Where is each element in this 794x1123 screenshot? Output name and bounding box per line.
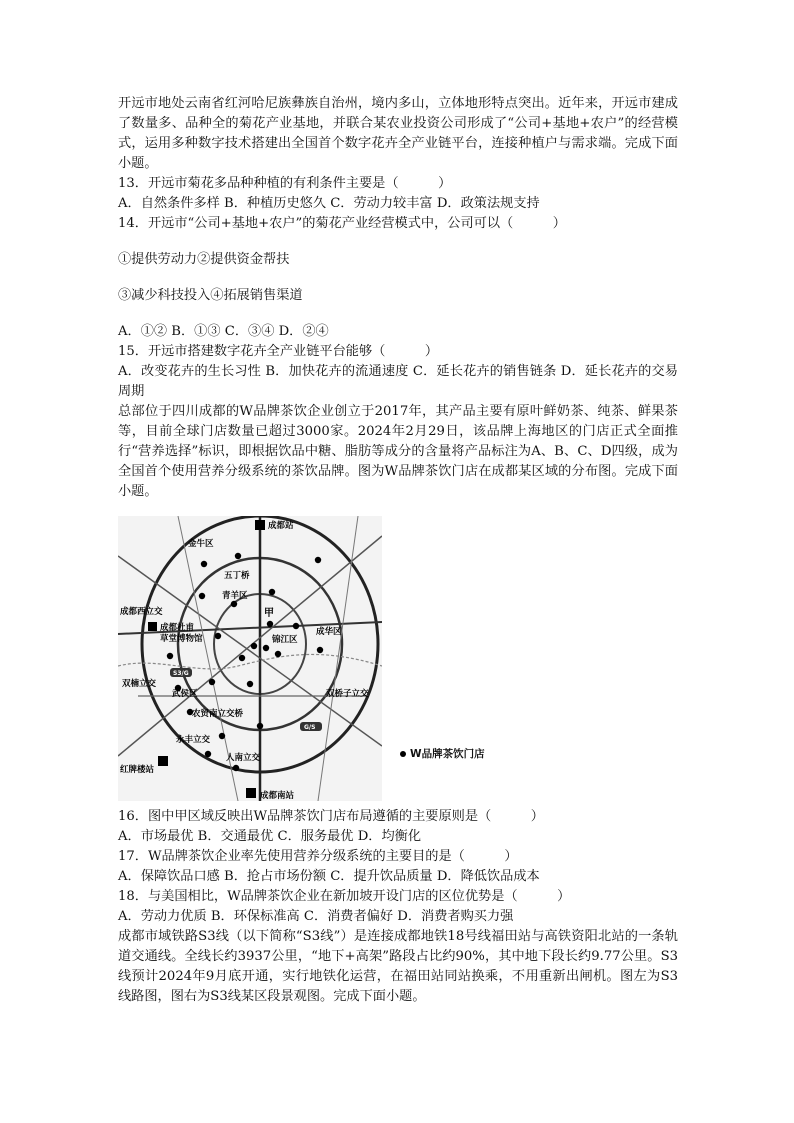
store-dot [315,557,321,563]
store-dot [231,601,237,607]
store-dot [267,621,273,627]
question-18-options: A．劳动力优质 B．环保标准高 C．消费者偏好 D．消费者购买力强 [118,909,514,924]
question-18-stem: 18．与美国相比，W品牌茶饮企业在新加坡开设门店的区位优势是（ ） [118,889,571,904]
store-dot [205,751,211,757]
highway-shield-label: S3/G [173,670,189,677]
map-label: 成都南站 [260,791,295,801]
store-dot [251,643,257,649]
question-17-stem: 17．W品牌茶饮企业率先使用营养分级系统的主要目的是（ ） [118,849,518,864]
store-dot [215,633,221,639]
map-label: 红牌楼站 [120,765,155,775]
question-14-stem: 14．开远市“公司+基地+农户”的菊花产业经营模式中，公司可以（ ） [118,216,566,231]
store-dot [233,765,239,771]
store-dot [257,723,263,729]
map-label: 草堂博物馆 [160,634,203,644]
question-14-item-2: ③减少科技投入④拓展销售渠道 [118,288,303,303]
highway-shield-label: G/S [304,724,316,731]
map-label: 金牛区 [188,539,214,549]
store-dot [167,653,173,659]
map-label: 青羊区 [222,591,248,601]
store-dot [199,593,205,599]
map-label: 成都杜甫 [160,623,195,633]
store-dot [239,655,245,661]
map-label: 永丰立交 [176,735,211,745]
store-dot [209,679,215,685]
store-dot [247,681,253,687]
store-distribution-map [118,516,485,801]
question-17-options: A．保障饮品口感 B．抢占市场份额 C．提升饮品质量 D．降低饮品成本 [118,869,540,884]
station-icon [158,756,168,766]
map-label: 双楠立交 [122,679,157,689]
map-graphic [118,516,382,801]
store-dot [269,589,275,595]
passage-w-brand: 总部位于四川成都的W品牌茶饮企业创立于2017年，其产品主要有原叶鲜奶茶、纯茶、鲜果茶等，目前全球门店数量已超过3000家。2024年2月29日，该品牌上海地区的门店正式全面推行“营养选择”标识，即根据饮品中糖、脂肪等成分的含量将产品标注为A、B、C、D四级，成为全国首个使用营养分级系统的茶饮品牌。图为W品牌茶饮门店在成都某区域的分布图。完成下面小题。 [118,404,678,499]
map-label: 成都西立交 [120,607,163,617]
question-16-stem: 16．图中甲区域反映出W品牌茶饮门店布局遵循的主要原则是（ ） [118,809,544,824]
question-14-item-1: ①提供劳动力②提供资金帮扶 [118,252,290,267]
question-13-stem: 13．开远市菊花多品种种植的有利条件主要是（ ） [118,176,452,191]
question-16-options: A．市场最优 B．交通最优 C．服务最优 D．均衡化 [118,829,422,844]
map-label: 人南立交 [226,753,261,763]
store-dot [263,645,269,651]
store-dot [201,561,207,567]
map-label: 农贸南立交桥 [192,709,244,719]
map-label-jia: 甲 [264,608,274,619]
passage-s3-line: 成都市域铁路S3线（以下简称“S3线”）是连接成都地铁18号线福田站与高铁资阳北站的一条轨道交通线。全线长约3937公里，“地下+高架”路段占比约90%，其中地下段长约9.77公里。S3线预计2024年9月底开通，实行地铁化运营，在福田站同站换乘，不用重新出闸机。图左为S3线路图，图右为S3线某区段景观图。完成下面小题。 [118,929,678,1004]
store-dot [317,647,323,653]
station-icon [255,520,265,530]
store-dot [235,553,241,559]
map-label: 武侯区 [172,689,198,699]
map-legend [400,744,485,764]
station-icon [246,788,256,798]
exam-page [118,94,678,1007]
map-label: 成都站 [268,521,294,531]
store-dot [293,623,299,629]
map-label: 成华区 [316,627,342,637]
museum-icon [148,622,157,631]
map-label: 锦江区 [272,635,298,645]
map-label: 五丁桥 [224,571,250,581]
question-15-stem: 15．开远市搭建数字花卉全产业链平台能够（ ） [118,344,439,359]
passage-kaiyuan: 开远市地处云南省红河哈尼族彝族自治州，境内多山，立体地形特点突出。近年来，开远市建成了数量多、品种全的菊花产业基地，并联合某农业投资公司形成了“公司+基地+农户”的经营模式，运用多种数字技术搭建出全国首个数字花卉全产业链平台，连接种植户与需求端。完成下面小题。 [118,96,678,171]
legend-label: W品牌茶饮门店 [410,748,485,760]
legend-dot-icon [400,751,406,757]
question-15-options: A．改变花卉的生长习性 B．加快花卉的流通速度 C．延长花卉的销售链条 D．延长花卉的交易周期 [118,364,678,399]
store-dot [275,651,281,657]
question-14-options: A．①② B．①③ C．③④ D．②④ [118,324,329,339]
question-13-options: A．自然条件多样 B．种植历史悠久 C．劳动力较丰富 D．政策法规支持 [118,196,540,211]
map-label: 双桥子立交 [326,689,369,699]
store-dot [219,733,225,739]
